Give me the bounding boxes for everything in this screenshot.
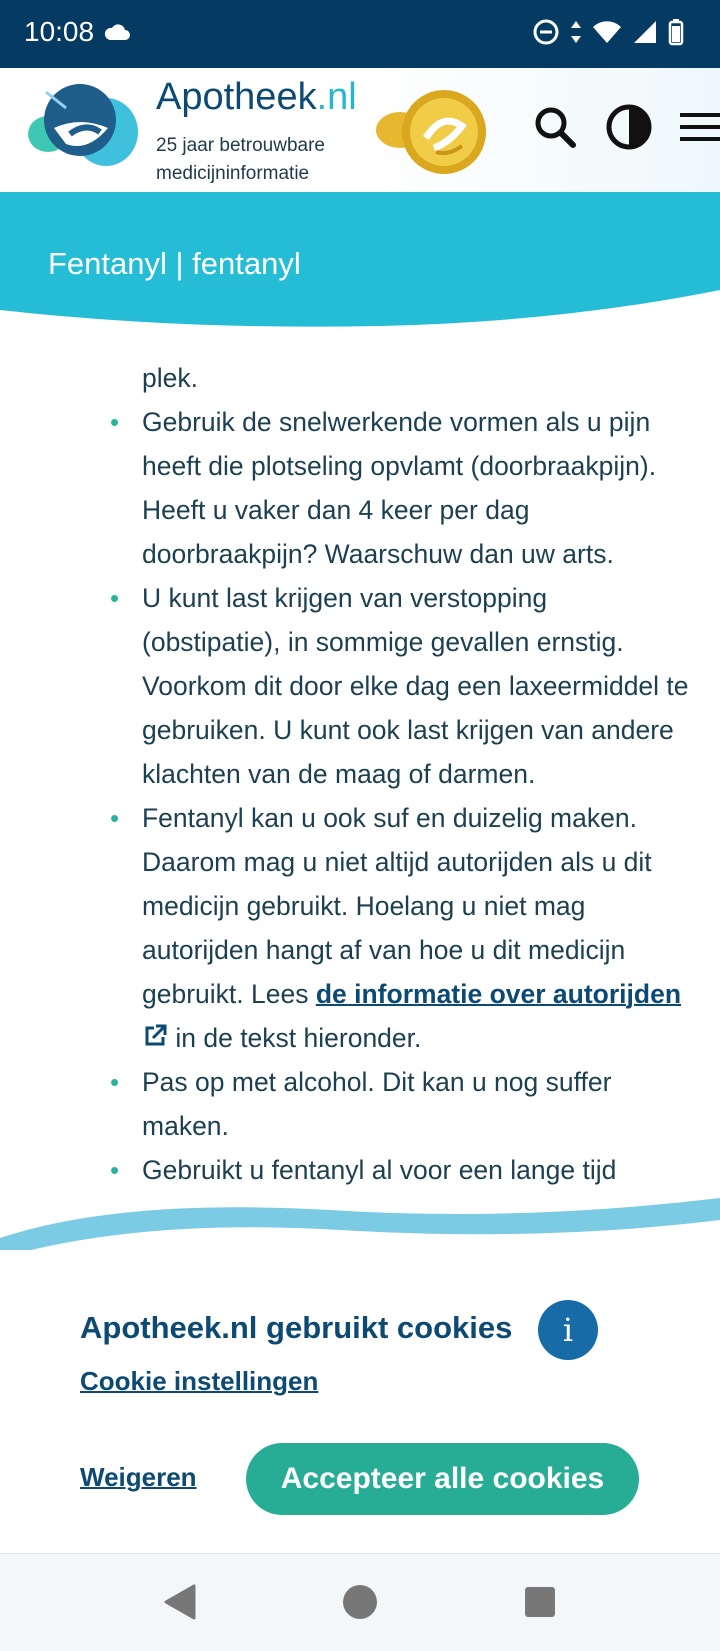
- back-icon: [162, 1583, 198, 1625]
- brand-tld: .nl: [316, 76, 357, 118]
- page-title-banner: [0, 192, 720, 352]
- driving-text-after: in de tekst hieronder.: [168, 1023, 422, 1053]
- list-item-text: U kunt last krijgen van verstopping (obstipatie), in sommige gevallen ernstig. Voorkom dit door elke dag een laxeermiddel te gebruiken. U kunt ook last krijgen van andere klachten van de maag of darmen.: [142, 583, 689, 789]
- data-arrows-icon: [570, 18, 582, 50]
- info-button[interactable]: [538, 1300, 598, 1360]
- list-item: [0, 576, 720, 796]
- recents-button[interactable]: [518, 1582, 562, 1626]
- list-item-driving: [0, 796, 720, 1060]
- list-item-cut: [0, 1148, 720, 1192]
- driving-info-link[interactable]: [316, 979, 681, 1009]
- signal-icon: [632, 19, 658, 49]
- system-navigation-bar: [0, 1553, 720, 1651]
- search-button[interactable]: [530, 104, 580, 154]
- list-item-text: Gebruik de snelwerkende vormen als u pijn heeft die plotseling opvlamt (doorbraakpijn). Heeft u vaker dan 4 keer per dag doorbraakpijn? Waarschuw dan uw arts.: [142, 407, 657, 569]
- partial-rest: plek.: [142, 363, 198, 393]
- cloud-icon: [103, 22, 131, 46]
- list-item: [0, 400, 720, 576]
- home-icon: [341, 1583, 379, 1625]
- status-bar: [0, 0, 720, 68]
- battery-icon: [668, 18, 684, 50]
- brand-main: Apotheek: [156, 76, 317, 118]
- site-header: [0, 68, 720, 192]
- info-icon: i: [562, 1311, 574, 1349]
- apotheek-logo-icon[interactable]: [26, 82, 142, 178]
- banner-wave: [0, 290, 720, 352]
- bullet-icon: •: [110, 1155, 120, 1185]
- article-content: [0, 300, 720, 1230]
- bullet-icon: •: [110, 803, 120, 833]
- list-item: [0, 1060, 720, 1148]
- back-button[interactable]: [158, 1582, 202, 1626]
- cookie-settings-link[interactable]: Cookie instellingen: [80, 1366, 319, 1396]
- search-icon: [534, 106, 576, 152]
- contrast-toggle-button[interactable]: [604, 104, 654, 154]
- contrast-icon: [605, 103, 653, 155]
- home-button[interactable]: [338, 1582, 382, 1626]
- driving-text-before: Fentanyl kan u ook suf en duizelig maken. Daarom mag u niet altijd autorijden als u dit medicijn gebruikt. Hoelang u niet mag autorijden hangt af van hoe u dit medicijn gebruikt. Lees: [142, 803, 652, 1009]
- refuse-cookies-link[interactable]: Weigeren: [80, 1462, 197, 1492]
- system-icons: [532, 18, 684, 50]
- external-link-icon: [142, 1023, 168, 1053]
- hamburger-menu-icon: [676, 110, 720, 148]
- bullet-icon: •: [110, 1067, 120, 1097]
- cookie-title: Apotheek.nl gebruikt cookies: [80, 1310, 513, 1345]
- clock: 10:08: [24, 16, 95, 47]
- recents-icon: [523, 1585, 557, 1623]
- list-item-text: Pas op met alcohol. Dit kan u nog suffer maken.: [142, 1067, 612, 1141]
- cookie-banner: [0, 1250, 720, 1553]
- list-item-text: Gebruikt u fentanyl al voor een lange tijd: [142, 1155, 617, 1185]
- tagline-line-2: medicijninformatie: [156, 163, 310, 184]
- advice-list: [0, 312, 720, 1192]
- tagline-line-1: 25 jaar betrouwbare: [156, 135, 325, 156]
- brand-name[interactable]: [156, 76, 357, 119]
- page-title: Fentanyl | fentanyl: [48, 246, 301, 281]
- do-not-disturb-icon: [532, 18, 560, 50]
- bullet-icon: •: [110, 583, 120, 613]
- accept-all-cookies-button[interactable]: Accepteer alle cookies: [246, 1443, 639, 1515]
- menu-button[interactable]: [676, 104, 720, 154]
- tagline: [156, 132, 325, 188]
- anniversary-medal-icon: [376, 86, 496, 182]
- bullet-icon: •: [110, 407, 120, 437]
- driving-info-link-text: de informatie over autorijden: [315, 979, 682, 1009]
- wifi-icon: [592, 19, 622, 49]
